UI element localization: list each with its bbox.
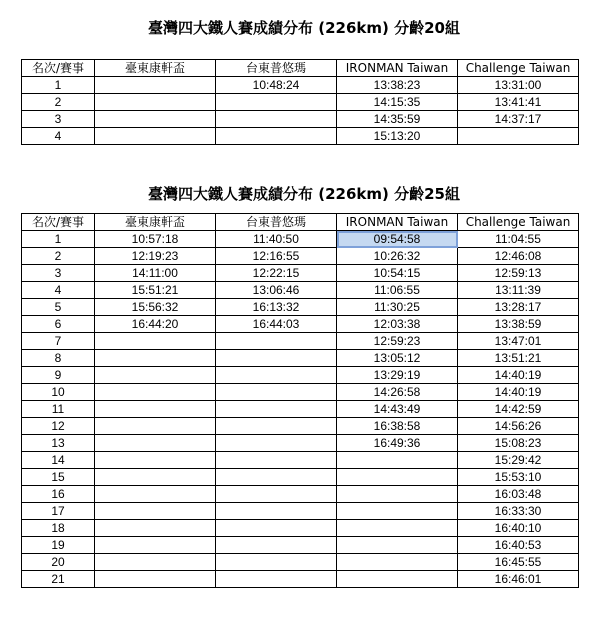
header-row: [22, 214, 579, 231]
kangxuan-cup-time-cell[interactable]: 15:56:32: [95, 299, 216, 316]
table-row: [22, 299, 579, 316]
table-row: [22, 469, 579, 486]
rank-cell[interactable]: 19: [22, 537, 95, 554]
selected-cell[interactable]: 09:54:58: [337, 231, 458, 248]
header-taitung-puyuma[interactable]: 台東普悠瑪: [216, 60, 337, 77]
rank-cell[interactable]: 7: [22, 333, 95, 350]
challenge-time-cell[interactable]: 13:47:01: [458, 333, 579, 350]
table-row: [22, 111, 579, 128]
puyuma-time-cell[interactable]: 10:48:24: [216, 77, 337, 94]
rank-cell[interactable]: 15: [22, 469, 95, 486]
header-taitung-puyuma[interactable]: 台東普悠瑪: [216, 214, 337, 231]
table-row: [22, 316, 579, 333]
header-rank-event[interactable]: 名次/賽事: [22, 214, 95, 231]
table-row: [22, 452, 579, 469]
table-20-title: 臺灣四大鐵人賽成績分布 (226km) 分齡20組: [148, 19, 460, 37]
ironman-time-cell[interactable]: [337, 486, 458, 503]
table-row: [22, 520, 579, 537]
challenge-time-cell[interactable]: 16:45:55: [458, 554, 579, 571]
challenge-time-cell[interactable]: 13:51:21: [458, 350, 579, 367]
puyuma-time-cell[interactable]: [216, 537, 337, 554]
ironman-time-cell[interactable]: 15:13:20: [337, 128, 458, 145]
kangxuan-cup-time-cell[interactable]: [95, 367, 216, 384]
ironman-time-cell[interactable]: 12:03:38: [337, 316, 458, 333]
ironman-time-cell[interactable]: 13:29:19: [337, 367, 458, 384]
table-row: [22, 486, 579, 503]
ironman-time-cell[interactable]: [337, 452, 458, 469]
table-row: [22, 231, 579, 248]
ironman-time-cell[interactable]: [337, 469, 458, 486]
puyuma-time-cell[interactable]: [216, 503, 337, 520]
age-group-20-results-table: [21, 59, 579, 145]
table-row: [22, 282, 579, 299]
ironman-time-cell[interactable]: [337, 554, 458, 571]
challenge-time-cell[interactable]: 13:11:39: [458, 282, 579, 299]
kangxuan-cup-time-cell[interactable]: [95, 520, 216, 537]
header-taitung-kangxuan-cup[interactable]: 臺東康軒盃: [95, 60, 216, 77]
rank-cell[interactable]: 2: [22, 248, 95, 265]
challenge-time-cell[interactable]: 14:40:19: [458, 384, 579, 401]
challenge-time-cell[interactable]: 16:03:48: [458, 486, 579, 503]
ironman-time-cell[interactable]: 16:38:58: [337, 418, 458, 435]
rank-cell[interactable]: 8: [22, 350, 95, 367]
table-row: [22, 248, 579, 265]
ironman-time-cell[interactable]: 14:35:59: [337, 111, 458, 128]
puyuma-time-cell[interactable]: [216, 554, 337, 571]
challenge-time-cell[interactable]: 16:40:53: [458, 537, 579, 554]
table-row: [22, 384, 579, 401]
challenge-time-cell[interactable]: 16:40:10: [458, 520, 579, 537]
kangxuan-cup-time-cell[interactable]: 16:44:20: [95, 316, 216, 333]
challenge-time-cell[interactable]: 13:41:41: [458, 94, 579, 111]
rank-cell[interactable]: 10: [22, 384, 95, 401]
puyuma-time-cell[interactable]: [216, 384, 337, 401]
challenge-time-cell[interactable]: 14:56:26: [458, 418, 579, 435]
puyuma-time-cell[interactable]: [216, 111, 337, 128]
challenge-time-cell[interactable]: 12:46:08: [458, 248, 579, 265]
challenge-time-cell[interactable]: 15:29:42: [458, 452, 579, 469]
age-group-25-results-table: [21, 213, 579, 588]
puyuma-time-cell[interactable]: [216, 367, 337, 384]
challenge-time-cell[interactable]: 13:28:17: [458, 299, 579, 316]
kangxuan-cup-time-cell[interactable]: [95, 537, 216, 554]
kangxuan-cup-time-cell[interactable]: [95, 128, 216, 145]
ironman-time-cell[interactable]: [337, 571, 458, 588]
rank-cell[interactable]: 12: [22, 418, 95, 435]
kangxuan-cup-time-cell[interactable]: [95, 111, 216, 128]
puyuma-time-cell[interactable]: [216, 452, 337, 469]
table-row: [22, 128, 579, 145]
rank-cell[interactable]: 3: [22, 265, 95, 282]
challenge-time-cell[interactable]: 16:46:01: [458, 571, 579, 588]
kangxuan-cup-time-cell[interactable]: [95, 77, 216, 94]
rank-cell[interactable]: 3: [22, 111, 95, 128]
rank-cell[interactable]: 21: [22, 571, 95, 588]
table-row: [22, 350, 579, 367]
table-row: [22, 265, 579, 282]
kangxuan-cup-time-cell[interactable]: [95, 469, 216, 486]
challenge-time-cell[interactable]: 14:40:19: [458, 367, 579, 384]
table-row: [22, 503, 579, 520]
kangxuan-cup-time-cell[interactable]: [95, 333, 216, 350]
ironman-time-cell[interactable]: 16:49:36: [337, 435, 458, 452]
header-challenge-taiwan[interactable]: Challenge Taiwan: [458, 214, 579, 231]
puyuma-time-cell[interactable]: 12:16:55: [216, 248, 337, 265]
table-row: [22, 401, 579, 418]
ironman-time-cell[interactable]: 10:54:15: [337, 265, 458, 282]
rank-cell[interactable]: 16: [22, 486, 95, 503]
ironman-time-cell[interactable]: [337, 503, 458, 520]
puyuma-time-cell[interactable]: [216, 435, 337, 452]
challenge-time-cell[interactable]: 16:33:30: [458, 503, 579, 520]
rank-cell[interactable]: 9: [22, 367, 95, 384]
challenge-time-cell[interactable]: 13:38:59: [458, 316, 579, 333]
kangxuan-cup-time-cell[interactable]: 14:11:00: [95, 265, 216, 282]
challenge-time-cell[interactable]: 12:59:13: [458, 265, 579, 282]
table-row: [22, 333, 579, 350]
rank-cell[interactable]: 14: [22, 452, 95, 469]
table-row: [22, 554, 579, 571]
ironman-time-cell[interactable]: 11:06:55: [337, 282, 458, 299]
ironman-time-cell[interactable]: 12:59:23: [337, 333, 458, 350]
kangxuan-cup-time-cell[interactable]: [95, 401, 216, 418]
puyuma-time-cell[interactable]: 12:22:15: [216, 265, 337, 282]
kangxuan-cup-time-cell[interactable]: [95, 452, 216, 469]
kangxuan-cup-time-cell[interactable]: 15:51:21: [95, 282, 216, 299]
table-25-title: 臺灣四大鐵人賽成績分布 (226km) 分齡25組: [148, 185, 460, 203]
puyuma-time-cell[interactable]: 16:44:03: [216, 316, 337, 333]
puyuma-time-cell[interactable]: [216, 350, 337, 367]
ironman-time-cell[interactable]: 13:05:12: [337, 350, 458, 367]
challenge-time-cell[interactable]: [458, 128, 579, 145]
kangxuan-cup-time-cell[interactable]: 12:19:23: [95, 248, 216, 265]
puyuma-time-cell[interactable]: [216, 486, 337, 503]
kangxuan-cup-time-cell[interactable]: [95, 418, 216, 435]
puyuma-time-cell[interactable]: [216, 94, 337, 111]
kangxuan-cup-time-cell[interactable]: 10:57:18: [95, 231, 216, 248]
challenge-time-cell[interactable]: 13:31:00: [458, 77, 579, 94]
rank-cell[interactable]: 2: [22, 94, 95, 111]
puyuma-time-cell[interactable]: [216, 418, 337, 435]
rank-cell[interactable]: 6: [22, 316, 95, 333]
puyuma-time-cell[interactable]: 13:06:46: [216, 282, 337, 299]
header-taitung-kangxuan-cup[interactable]: 臺東康軒盃: [95, 214, 216, 231]
kangxuan-cup-time-cell[interactable]: [95, 554, 216, 571]
kangxuan-cup-time-cell[interactable]: [95, 435, 216, 452]
rank-cell[interactable]: 20: [22, 554, 95, 571]
rank-cell[interactable]: 13: [22, 435, 95, 452]
rank-cell[interactable]: 1: [22, 231, 95, 248]
puyuma-time-cell[interactable]: [216, 333, 337, 350]
rank-cell[interactable]: 18: [22, 520, 95, 537]
rank-cell[interactable]: 17: [22, 503, 95, 520]
kangxuan-cup-time-cell[interactable]: [95, 571, 216, 588]
challenge-time-cell[interactable]: 11:04:55: [458, 231, 579, 248]
table-row: [22, 537, 579, 554]
ironman-time-cell[interactable]: 11:30:25: [337, 299, 458, 316]
challenge-time-cell[interactable]: 15:08:23: [458, 435, 579, 452]
table-row: [22, 418, 579, 435]
ironman-time-cell[interactable]: 10:26:32: [337, 248, 458, 265]
challenge-time-cell[interactable]: 14:37:17: [458, 111, 579, 128]
rank-cell[interactable]: 4: [22, 128, 95, 145]
rank-cell[interactable]: 4: [22, 282, 95, 299]
ironman-time-cell[interactable]: 14:15:35: [337, 94, 458, 111]
table-row: [22, 571, 579, 588]
challenge-time-cell[interactable]: 15:53:10: [458, 469, 579, 486]
puyuma-time-cell[interactable]: [216, 128, 337, 145]
puyuma-time-cell[interactable]: [216, 520, 337, 537]
puyuma-time-cell[interactable]: [216, 401, 337, 418]
kangxuan-cup-time-cell[interactable]: [95, 94, 216, 111]
table-row: [22, 77, 579, 94]
table-row: [22, 94, 579, 111]
kangxuan-cup-time-cell[interactable]: [95, 384, 216, 401]
table-row: [22, 367, 579, 384]
ironman-time-cell[interactable]: [337, 520, 458, 537]
ironman-time-cell[interactable]: 14:26:58: [337, 384, 458, 401]
puyuma-time-cell[interactable]: [216, 571, 337, 588]
ironman-time-cell[interactable]: 14:43:49: [337, 401, 458, 418]
rank-cell[interactable]: 11: [22, 401, 95, 418]
kangxuan-cup-time-cell[interactable]: [95, 486, 216, 503]
header-row: [22, 60, 579, 77]
ironman-time-cell[interactable]: 13:38:23: [337, 77, 458, 94]
puyuma-time-cell[interactable]: 11:40:50: [216, 231, 337, 248]
header-challenge-taiwan[interactable]: Challenge Taiwan: [458, 60, 579, 77]
header-rank-event[interactable]: 名次/賽事: [22, 60, 95, 77]
header-ironman-taiwan[interactable]: IRONMAN Taiwan: [337, 60, 458, 77]
puyuma-time-cell[interactable]: [216, 469, 337, 486]
rank-cell[interactable]: 1: [22, 77, 95, 94]
ironman-time-cell[interactable]: [337, 537, 458, 554]
kangxuan-cup-time-cell[interactable]: [95, 503, 216, 520]
table-row: [22, 435, 579, 452]
header-ironman-taiwan[interactable]: IRONMAN Taiwan: [337, 214, 458, 231]
rank-cell[interactable]: 5: [22, 299, 95, 316]
puyuma-time-cell[interactable]: 16:13:32: [216, 299, 337, 316]
kangxuan-cup-time-cell[interactable]: [95, 350, 216, 367]
challenge-time-cell[interactable]: 14:42:59: [458, 401, 579, 418]
